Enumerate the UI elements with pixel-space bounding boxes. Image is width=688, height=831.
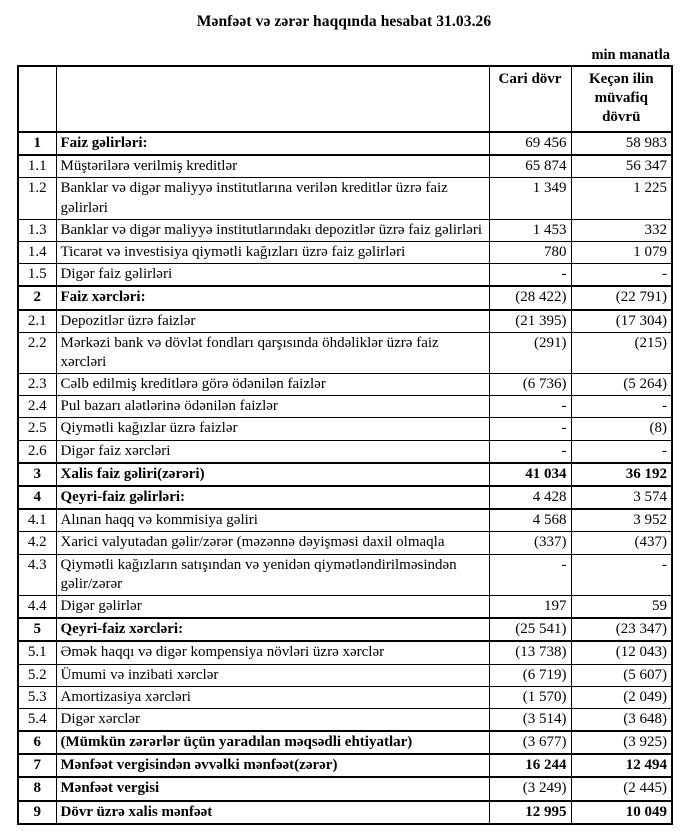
row-previous-value: (5 264) xyxy=(571,374,672,396)
row-current-value: 1 349 xyxy=(489,178,571,219)
row-label: Qeyri-faiz gəlirləri: xyxy=(56,486,489,509)
table-row xyxy=(18,532,672,554)
row-label: Pul bazarı alətlərinə ödənilən faizlər xyxy=(56,396,489,418)
row-previous-value: - xyxy=(571,264,672,287)
row-previous-value: 3 952 xyxy=(571,509,672,532)
row-current-value: (13 738) xyxy=(489,641,571,664)
row-previous-value: (8) xyxy=(571,418,672,440)
row-label: Amortizasiya xərcləri xyxy=(56,686,489,708)
row-label: Əmək haqqı və digər kompensiya növləri üzrə xərclər xyxy=(56,641,489,664)
row-number: 6 xyxy=(18,731,56,754)
row-label: Faiz gəlirləri: xyxy=(56,132,489,155)
table-header xyxy=(18,66,672,132)
row-number: 2.4 xyxy=(18,396,56,418)
table-row xyxy=(18,754,672,777)
row-label: Digər faiz xərcləri xyxy=(56,440,489,463)
row-number: 1 xyxy=(18,132,56,155)
table-row xyxy=(18,178,672,219)
row-label: Ticarət və investisiya qiymətli kağızları üzrə faiz gəlirləri xyxy=(56,241,489,263)
row-label: Depozitlər üzrə faizlər xyxy=(56,310,489,333)
table-row xyxy=(18,731,672,754)
table-row xyxy=(18,310,672,333)
row-current-value: - xyxy=(489,396,571,418)
row-number: 2.5 xyxy=(18,418,56,440)
row-previous-value: 59 xyxy=(571,595,672,618)
table-row xyxy=(18,440,672,463)
row-previous-value: 36 192 xyxy=(571,463,672,486)
row-current-value: 12 995 xyxy=(489,801,571,824)
row-number: 5.4 xyxy=(18,708,56,731)
table-row xyxy=(18,286,672,309)
row-label: Mərkəzi bank və dövlət fondları qarşısında öhdəliklər üzrə faiz xərcləri xyxy=(56,332,489,373)
table-row xyxy=(18,396,672,418)
row-previous-value: 56 347 xyxy=(571,155,672,178)
unit-note: min manatla xyxy=(591,47,670,63)
row-number: 5.1 xyxy=(18,641,56,664)
row-current-value: (3 677) xyxy=(489,731,571,754)
row-previous-value: 332 xyxy=(571,219,672,241)
table-row xyxy=(18,777,672,800)
row-current-value: 16 244 xyxy=(489,754,571,777)
row-previous-value: (22 791) xyxy=(571,286,672,309)
row-current-value: (1 570) xyxy=(489,686,571,708)
table-row xyxy=(18,509,672,532)
row-previous-value: (23 347) xyxy=(571,618,672,641)
row-label: Faiz xərcləri: xyxy=(56,286,489,309)
row-previous-value: (12 043) xyxy=(571,641,672,664)
table-row xyxy=(18,463,672,486)
row-current-value: 4 568 xyxy=(489,509,571,532)
table-row xyxy=(18,686,672,708)
table-row xyxy=(18,554,672,595)
header-description xyxy=(56,66,489,132)
table-row xyxy=(18,332,672,373)
table-row xyxy=(18,241,672,263)
row-label: Qeyri-faiz xərcləri: xyxy=(56,618,489,641)
row-previous-value: (3 925) xyxy=(571,731,672,754)
table-body xyxy=(18,132,672,824)
header-previous-period: Keçən ilin müvafiq dövrü xyxy=(571,66,672,132)
row-previous-value: 1 225 xyxy=(571,178,672,219)
table-row xyxy=(18,708,672,731)
row-label: Müştərilərə verilmiş kreditlər xyxy=(56,155,489,178)
row-label: Cəlb edilmiş kreditlərə görə ödənilən faizlər xyxy=(56,374,489,396)
row-previous-value: (215) xyxy=(571,332,672,373)
row-label: Digər faiz gəlirləri xyxy=(56,264,489,287)
table-row xyxy=(18,418,672,440)
table-row xyxy=(18,374,672,396)
row-number: 4 xyxy=(18,486,56,509)
row-label: Dövr üzrə xalis mənfəət xyxy=(56,801,489,824)
row-number: 4.4 xyxy=(18,595,56,618)
row-label: Qiymətli kağızlar üzrə faizlər xyxy=(56,418,489,440)
row-current-value: 4 428 xyxy=(489,486,571,509)
row-label: Qiymətli kağızların satışından və yenidən qiymətləndirilməsindən gəlir/zərər xyxy=(56,554,489,595)
row-previous-value: (17 304) xyxy=(571,310,672,333)
row-current-value: (6 736) xyxy=(489,374,571,396)
row-current-value: 780 xyxy=(489,241,571,263)
row-number: 2.6 xyxy=(18,440,56,463)
row-current-value: 197 xyxy=(489,595,571,618)
row-label: Alınan haqq və kommisiya gəliri xyxy=(56,509,489,532)
row-previous-value: (3 648) xyxy=(571,708,672,731)
row-current-value: - xyxy=(489,440,571,463)
row-label: Digər xərclər xyxy=(56,708,489,731)
header-row-number xyxy=(18,66,56,132)
row-previous-value: (2 445) xyxy=(571,777,672,800)
row-label: Mənfəət vergisindən əvvəlki mənfəət(zərər) xyxy=(56,754,489,777)
row-label: Ümumi və inzibati xərclər xyxy=(56,664,489,686)
row-previous-value: 1 079 xyxy=(571,241,672,263)
row-label: Xarici valyutadan gəlir/zərər (məzənnə dəyişməsi daxil olmaqla xyxy=(56,532,489,554)
row-number: 4.1 xyxy=(18,509,56,532)
row-current-value: - xyxy=(489,418,571,440)
row-current-value: (21 395) xyxy=(489,310,571,333)
row-current-value: 65 874 xyxy=(489,155,571,178)
row-number: 5.3 xyxy=(18,686,56,708)
row-label: Mənfəət vergisi xyxy=(56,777,489,800)
row-number: 1.5 xyxy=(18,264,56,287)
row-number: 5 xyxy=(18,618,56,641)
table-row xyxy=(18,219,672,241)
row-previous-value: 58 983 xyxy=(571,132,672,155)
row-previous-value: (437) xyxy=(571,532,672,554)
table-row xyxy=(18,664,672,686)
row-previous-value: (2 049) xyxy=(571,686,672,708)
row-current-value: (3 249) xyxy=(489,777,571,800)
row-current-value: - xyxy=(489,264,571,287)
row-label: (Mümkün zərərlər üçün yaradılan məqsədli ehtiyatlar) xyxy=(56,731,489,754)
row-label: Digər gəlirlər xyxy=(56,595,489,618)
row-current-value: 41 034 xyxy=(489,463,571,486)
table-row xyxy=(18,595,672,618)
row-number: 2.2 xyxy=(18,332,56,373)
row-current-value: 69 456 xyxy=(489,132,571,155)
row-previous-value: 12 494 xyxy=(571,754,672,777)
row-number: 2.3 xyxy=(18,374,56,396)
row-number: 3 xyxy=(18,463,56,486)
row-number: 1.4 xyxy=(18,241,56,263)
table-row xyxy=(18,486,672,509)
row-number: 9 xyxy=(18,801,56,824)
row-number: 2 xyxy=(18,286,56,309)
row-previous-value: 10 049 xyxy=(571,801,672,824)
row-current-value: - xyxy=(489,554,571,595)
row-number: 7 xyxy=(18,754,56,777)
row-current-value: (25 541) xyxy=(489,618,571,641)
table-row xyxy=(18,801,672,824)
row-number: 1.1 xyxy=(18,155,56,178)
row-current-value: (6 719) xyxy=(489,664,571,686)
row-previous-value: - xyxy=(571,396,672,418)
row-current-value: (28 422) xyxy=(489,286,571,309)
row-number: 4.3 xyxy=(18,554,56,595)
row-label: Banklar və digər maliyyə institutlarındakı depozitlər üzrə faiz gəlirləri xyxy=(56,219,489,241)
row-previous-value: - xyxy=(571,554,672,595)
row-number: 1.2 xyxy=(18,178,56,219)
header-row xyxy=(18,66,672,132)
header-current-period: Cari dövr xyxy=(489,66,571,132)
table-row xyxy=(18,132,672,155)
table-row xyxy=(18,264,672,287)
page-title: Mənfəət və zərər haqqında hesabat 31.03.26 xyxy=(196,13,492,30)
row-previous-value: - xyxy=(571,440,672,463)
row-current-value: 1 453 xyxy=(489,219,571,241)
row-number: 5.2 xyxy=(18,664,56,686)
table-row xyxy=(18,155,672,178)
row-current-value: (337) xyxy=(489,532,571,554)
table-row xyxy=(18,641,672,664)
row-current-value: (291) xyxy=(489,332,571,373)
row-previous-value: (5 607) xyxy=(571,664,672,686)
row-previous-value: 3 574 xyxy=(571,486,672,509)
row-number: 1.3 xyxy=(18,219,56,241)
row-current-value: (3 514) xyxy=(489,708,571,731)
row-number: 2.1 xyxy=(18,310,56,333)
row-label: Xalis faiz gəliri(zərəri) xyxy=(56,463,489,486)
row-number: 4.2 xyxy=(18,532,56,554)
row-label: Banklar və digər maliyyə institutlarına verilən kreditlər üzrə faiz gəlirləri xyxy=(56,178,489,219)
table-row xyxy=(18,618,672,641)
row-number: 8 xyxy=(18,777,56,800)
profit-loss-table xyxy=(17,65,673,825)
